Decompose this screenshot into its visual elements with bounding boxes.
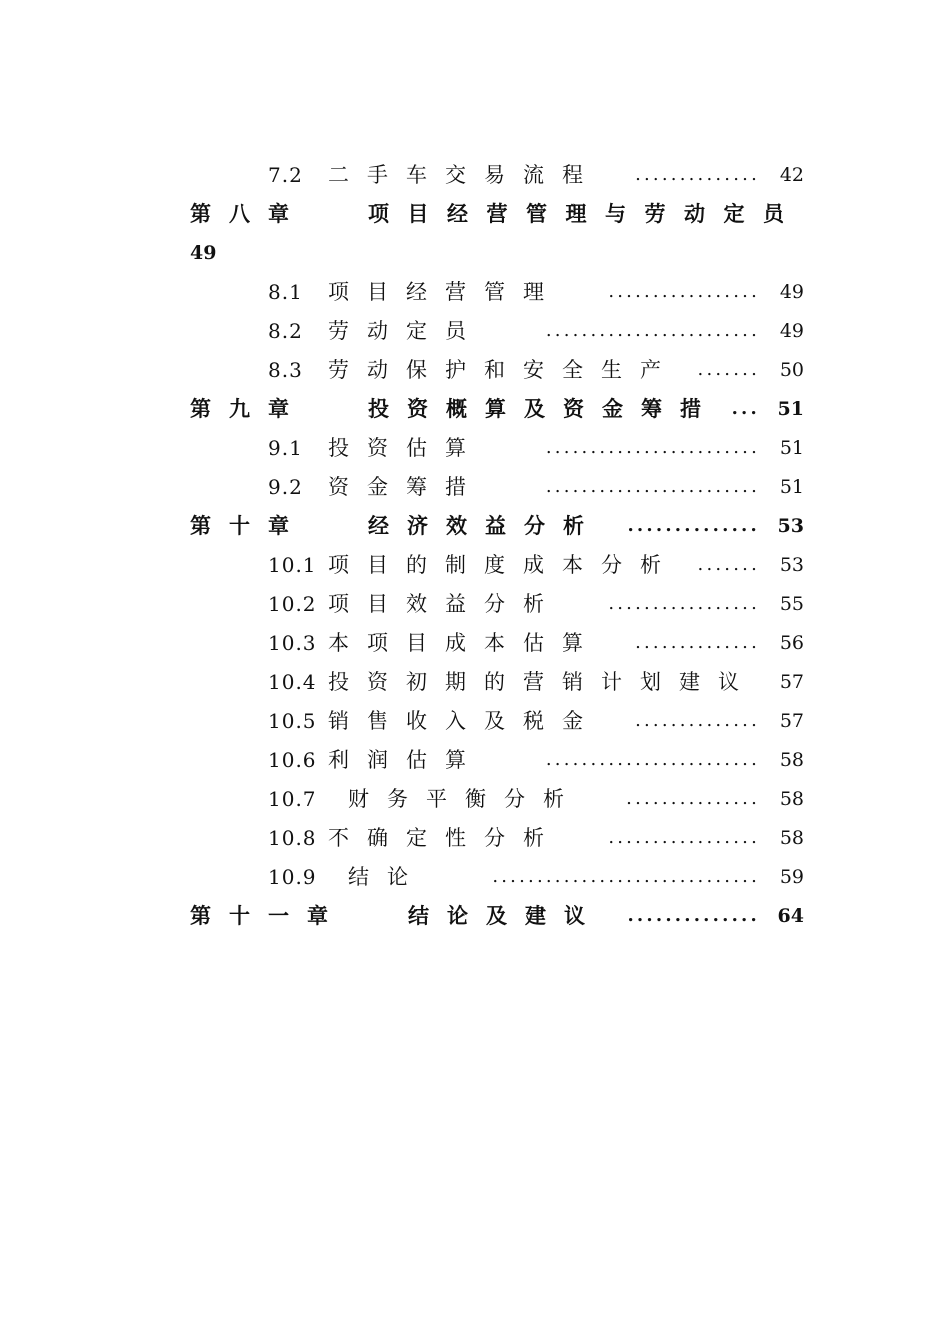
toc-entry-title: 不确定性分析 <box>328 826 562 850</box>
toc-entry-number: 10.5 <box>268 709 317 733</box>
toc-chapter-page-line <box>0 238 950 277</box>
toc-entry[interactable] <box>0 628 950 667</box>
toc-entry[interactable] <box>0 784 950 823</box>
toc-entry-page: 56 <box>779 632 804 654</box>
toc-entry-number: 10.8 <box>268 826 317 850</box>
toc-chapter-leader: ... <box>731 398 760 419</box>
toc-entry[interactable] <box>0 316 950 355</box>
toc-entry-page: 51 <box>779 476 804 498</box>
toc-entry-leader: ................. <box>608 827 760 848</box>
toc-entry-page: 49 <box>779 281 804 303</box>
toc-entry-leader: .............. <box>635 164 760 185</box>
toc-entry-page: 49 <box>779 320 804 342</box>
toc-entry[interactable] <box>0 277 950 316</box>
toc-chapter-title: 结论及建议 <box>408 903 603 928</box>
toc-entry-page: 58 <box>779 788 804 810</box>
toc-entry-number: 7.2 <box>268 163 303 187</box>
toc-entry-number: 8.2 <box>268 319 303 343</box>
toc-entry-number: 10.2 <box>268 592 317 616</box>
toc-entry-page: 59 <box>779 866 804 888</box>
toc-entry-number: 8.1 <box>268 280 303 304</box>
toc-entry-title: 财务平衡分析 <box>348 787 582 811</box>
toc-entry-number: 10.3 <box>268 631 317 655</box>
toc-entry-leader: ........................ <box>545 437 760 458</box>
toc-entry-leader: ................. <box>608 281 760 302</box>
toc-entry-number: 9.2 <box>268 475 303 499</box>
toc-entry-page: 50 <box>779 359 804 381</box>
toc-chapter-title: 投资概算及资金筹措 <box>368 396 719 421</box>
toc-entry-number: 10.1 <box>268 553 317 577</box>
toc-entry-leader: .............. <box>635 632 760 653</box>
toc-entry[interactable] <box>0 550 950 589</box>
toc-entry-title: 投资初期的营销计划建议 <box>328 670 757 694</box>
toc-chapter-leader: .............. <box>627 905 760 926</box>
toc-entry-title: 资金筹措 <box>328 475 484 499</box>
toc-entry-leader: ........................ <box>545 749 760 770</box>
toc-entry-leader: ............... <box>626 788 760 809</box>
toc-entry-number: 10.7 <box>268 787 317 811</box>
toc-chapter-page: 64 <box>777 905 804 927</box>
toc-entry-number: 10.6 <box>268 748 317 772</box>
toc-chapter[interactable] <box>0 901 950 940</box>
toc-entry-title: 投资估算 <box>328 436 484 460</box>
toc-entry[interactable] <box>0 589 950 628</box>
toc-entry-title: 项目效益分析 <box>328 592 562 616</box>
toc-entry-page: 58 <box>779 749 804 771</box>
toc-entry-page: 58 <box>779 827 804 849</box>
toc-entry-page: 55 <box>779 593 804 615</box>
toc-entry-leader: ........................ <box>545 320 760 341</box>
toc-entry-number: 10.9 <box>268 865 317 889</box>
toc-entry[interactable] <box>0 160 950 199</box>
toc-entry-title: 销售收入及税金 <box>328 709 601 733</box>
toc-entry-title: 结论 <box>348 865 426 889</box>
toc-entry-title: 劳动保护和安全生产 <box>328 358 679 382</box>
toc-entry[interactable] <box>0 745 950 784</box>
toc-entry-leader: .............. <box>635 710 760 731</box>
toc-chapter-number: 第十一章 <box>190 903 346 928</box>
toc-entry-page: 51 <box>779 437 804 459</box>
toc-entry-title: 二手车交易流程 <box>328 163 601 187</box>
toc-entry-title: 本项目成本估算 <box>328 631 601 655</box>
toc-chapter-page: 49 <box>190 242 217 264</box>
toc-entry[interactable] <box>0 706 950 745</box>
toc-entry[interactable] <box>0 862 950 901</box>
toc-entry-page: 42 <box>779 164 804 186</box>
toc-entry-leader: ................. <box>608 593 760 614</box>
toc-entry-number: 10.4 <box>268 670 317 694</box>
toc-entry-leader: ....... <box>697 554 760 575</box>
toc-chapter[interactable] <box>0 511 950 550</box>
toc-entry-title: 劳动定员 <box>328 319 484 343</box>
toc-entry-page: 57 <box>779 710 804 732</box>
toc-entry-page: 53 <box>779 554 804 576</box>
toc-entry[interactable] <box>0 667 950 706</box>
toc-chapter-number: 第八章 <box>190 201 307 226</box>
toc-entry-leader: ........................ <box>545 476 760 497</box>
toc-entry-page: 57 <box>779 671 804 693</box>
toc-chapter-title: 经济效益分析 <box>368 513 602 538</box>
toc-chapter[interactable] <box>0 394 950 433</box>
toc-entry[interactable] <box>0 472 950 511</box>
toc-entry-title: 项目的制度成本分析 <box>328 553 679 577</box>
toc-entry-number: 9.1 <box>268 436 303 460</box>
toc-chapter-title: 项目经营管理与劳动定员 <box>368 201 803 226</box>
toc-entry-number: 8.3 <box>268 358 303 382</box>
toc-entry-title: 利润估算 <box>328 748 484 772</box>
toc-chapter-page: 51 <box>777 398 804 420</box>
toc-entry-title: 项目经营管理 <box>328 280 562 304</box>
toc-entry[interactable] <box>0 823 950 862</box>
toc-chapter-number: 第九章 <box>190 396 307 421</box>
toc-entry-leader: .............................. <box>492 866 760 887</box>
toc-chapter[interactable] <box>0 199 950 238</box>
toc-chapter-number: 第十章 <box>190 513 307 538</box>
toc-chapter-leader: .............. <box>627 515 760 536</box>
toc-chapter-page: 53 <box>777 515 804 537</box>
toc-entry[interactable] <box>0 355 950 394</box>
toc-entry[interactable] <box>0 433 950 472</box>
toc-entry-leader: ....... <box>697 359 760 380</box>
